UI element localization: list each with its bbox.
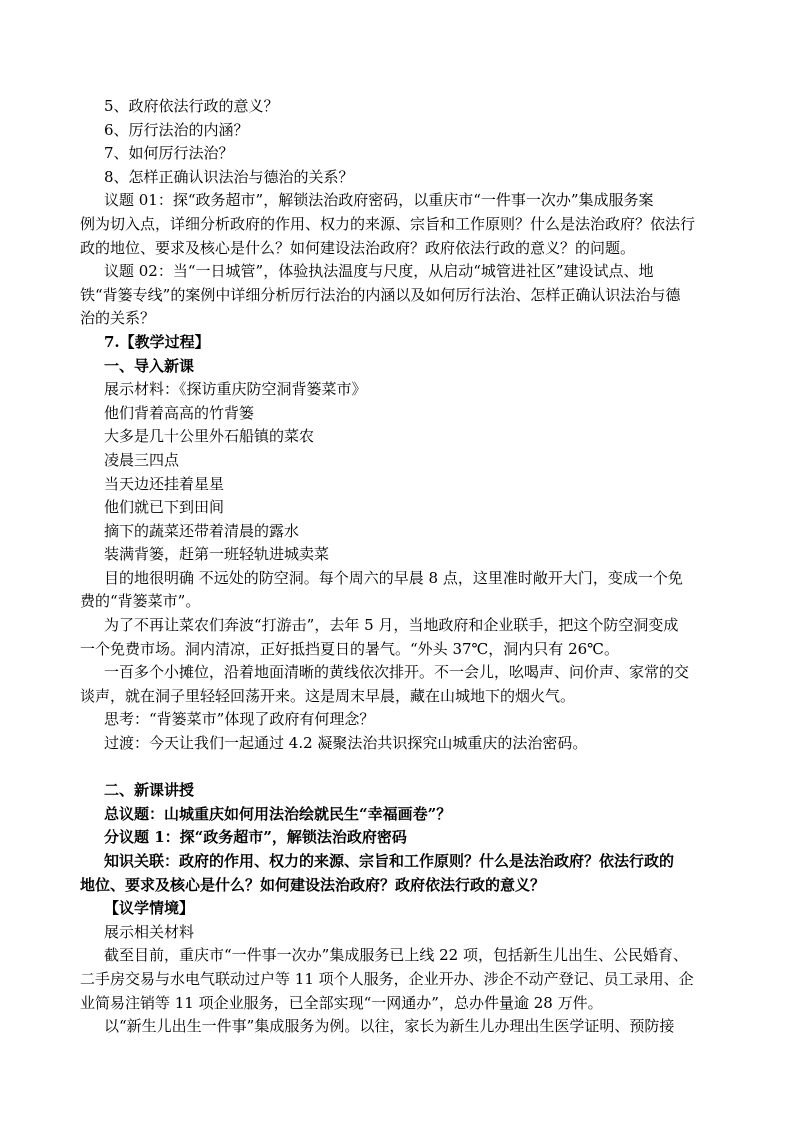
material-para-3-line-1: 一百多个小摊位，沿着地面清晰的黄线依次排开。不一会儿，吆喝声、问价声、家常的交 xyxy=(104,663,690,682)
question-5: 5、政府依法行政的意义？ xyxy=(104,97,279,115)
heading-teaching-process: 7.【教学过程】 xyxy=(104,332,210,351)
show-materials: 展示相关材料 xyxy=(104,922,195,941)
sub-topic-1: 分议题 1：探“政务超市”，解锁法治政府密码 xyxy=(104,828,407,847)
question-6: 6、厉行法治的内涵？ xyxy=(104,120,249,139)
situation-heading: 【议学情境】 xyxy=(104,899,195,918)
topic-01-line-3: 政的地位、要求及核心是什么？如何建设法治政府？政府依法行政的意义？的问题。 xyxy=(80,238,636,257)
material-line: 他们背着高高的竹背篓 xyxy=(104,403,255,422)
question-7: 7、如何厉行法治？ xyxy=(104,144,234,163)
think-question: 思考：“背篓菜市”体现了政府有何理念？ xyxy=(104,710,375,729)
material-line: 大多是几十公里外石船镇的菜农 xyxy=(104,427,315,446)
question-8: 8、怎样正确认识法治与德治的关系？ xyxy=(104,167,354,186)
material-para-1-line-2: 费的“背篓菜市”。 xyxy=(80,592,201,611)
knowledge-link-line-1: 知识关联：政府的作用、权力的来源、宗旨和工作原则？什么是法治政府？依法行政的 xyxy=(104,852,675,870)
material-line: 当天边还挂着星星 xyxy=(104,474,225,493)
material-para-3-line-2: 谈声，就在洞子里轻轻回荡开来。这是周末早晨，藏在山城地下的烟火气。 xyxy=(80,686,576,705)
service-para-line-1: 截至目前，重庆市“一件事一次办”集成服务已上线 22 项，包括新生儿出生、公民婚育、 xyxy=(104,946,688,965)
material-line: 他们就已下到田间 xyxy=(104,498,225,517)
material-line: 摘下的蔬菜还带着清晨的露水 xyxy=(104,521,300,540)
material-para-2-line-1: 为了不再让菜农们奔波“打游击”，去年 5 月，当地政府和企业联手，把这个防空洞变成 xyxy=(104,616,679,635)
heading-intro: 一、导入新课 xyxy=(104,356,195,375)
blank-line xyxy=(104,756,734,780)
material-line: 凌晨三四点 xyxy=(104,450,180,469)
heading-new-lesson: 二、新课讲授 xyxy=(104,781,195,800)
material-para-2-line-2: 一个免费市场。洞内清凉，正好抵挡夏日的暑气。“外头 37℃，洞内只有 26℃。 xyxy=(80,639,619,658)
main-topic: 总议题：山城重庆如何用法治绘就民生“幸福画卷”？ xyxy=(104,804,452,823)
material-title: 展示材料：《探访重庆防空洞背篓菜市》 xyxy=(104,380,367,399)
material-line: 装满背篓，赶第一班轻轨进城卖菜 xyxy=(104,545,330,564)
service-para-line-3: 业简易注销等 11 项企业服务，已全部实现“一网通办”，总办件量逾 28 万件。 xyxy=(80,993,603,1012)
topic-02-line-1: 议题 02：当“一日城管”，体验执法温度与尺度，从启动“城管进社区”建设试点、地 xyxy=(104,262,654,281)
topic-01-line-1: 议题 01：探“政务超市”，解锁法治政府密码，以重庆市“一件事一次办”集成服务案 xyxy=(104,191,654,210)
material-para-1-line-1: 目的地很明确 不远处的防空洞。每个周六的早晨 8 点，这里准时敞开大门，变成一个免 xyxy=(104,568,683,587)
knowledge-link-line-2: 地位、要求及核心是什么？如何建设法治政府？政府依法行政的意义？ xyxy=(80,875,546,894)
service-para-line-2: 二手房交易与水电气联动过户等 11 项个人服务，企业开办、涉企不动产登记、员工录用、企 xyxy=(80,969,694,988)
transition-text: 过渡：今天让我们一起通过 4.2 凝聚法治共识探究山城重庆的法治密码。 xyxy=(104,734,588,753)
newborn-para-line-1: 以“新生儿出生一件事”集成服务为例。以往，家长为新生儿办理出生医学证明、预防接 xyxy=(104,1017,675,1036)
topic-02-line-3: 治的关系？ xyxy=(80,309,156,328)
topic-01-line-2: 例为切入点，详细分析政府的作用、权力的来源、宗旨和工作原则？什么是法治政府？依法行 xyxy=(80,214,696,233)
topic-02-line-2: 铁“背篓专线”的案例中详细分析厉行法治的内涵以及如何厉行法治、怎样正确认识法治与德 xyxy=(80,285,681,304)
